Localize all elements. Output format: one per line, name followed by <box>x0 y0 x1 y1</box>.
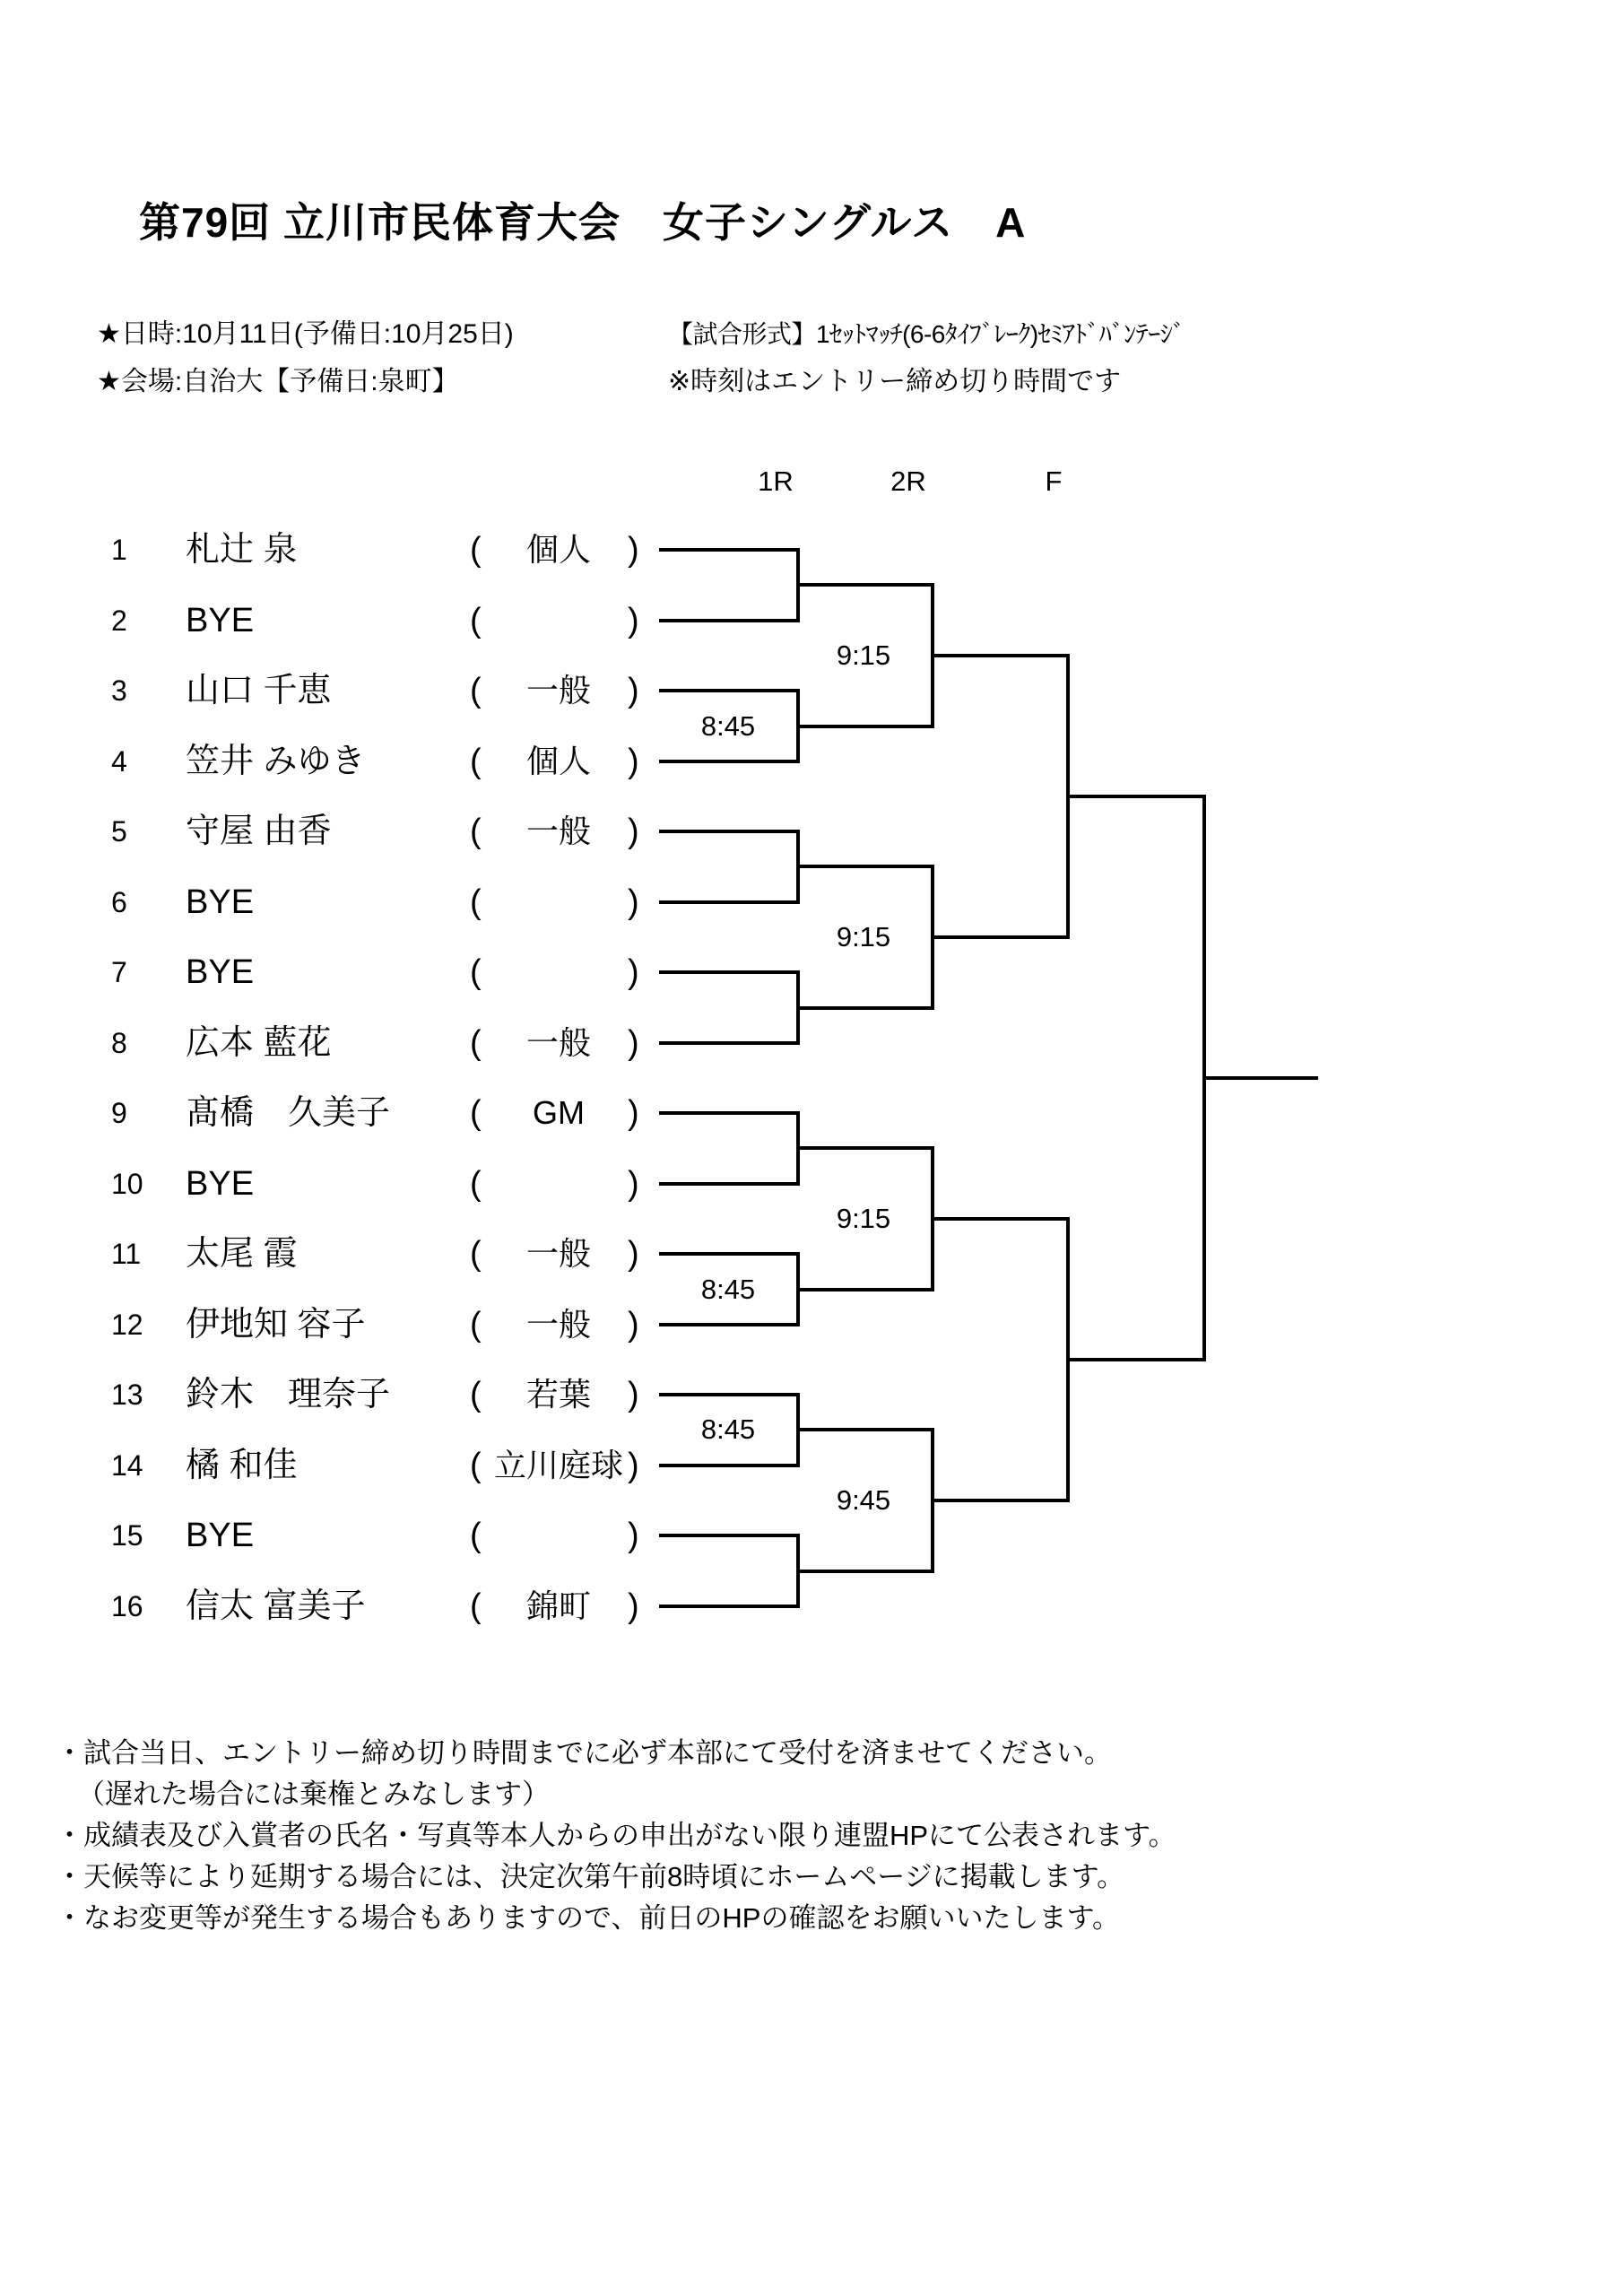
pair-9-10-lines <box>659 1113 798 1184</box>
seed-number: 12 <box>111 1309 143 1341</box>
bracket-entry-row <box>0 743 659 780</box>
match-time: 8:45 <box>700 1413 756 1445</box>
seed-number: 2 <box>111 604 127 637</box>
bracket-entry-row <box>0 1024 659 1062</box>
seed-number: 1 <box>111 534 127 566</box>
player-name: 太尾 霞 <box>186 1235 298 1273</box>
round-header-f: F <box>1045 465 1063 497</box>
date-info: ★日時:10月11日(予備日:10月25日) <box>97 319 514 349</box>
player-name: BYE <box>186 883 255 921</box>
club-name: 錦町 <box>525 1587 591 1624</box>
pair-7-8-lines <box>659 972 798 1043</box>
club-name: 若葉 <box>525 1376 591 1413</box>
match-time: 9:15 <box>836 639 891 671</box>
semifinal-top-lines <box>933 656 1068 937</box>
club-name: 一般 <box>525 1235 591 1272</box>
seed-number: 5 <box>111 815 127 848</box>
club-paren-open: ( <box>470 1447 482 1484</box>
club-name: GM <box>533 1094 585 1131</box>
bracket-entry-row <box>0 602 659 639</box>
club-paren-open: ( <box>470 531 482 569</box>
bracket-entry-row <box>0 1235 659 1273</box>
page-title: 第79回 立川市民体育大会 女子シングルス A <box>139 199 1027 246</box>
match-time: 8:45 <box>700 1274 756 1305</box>
note-line: ・なお変更等が発生する場合もありますので、前日のHPの確認をお願いいたします。 <box>56 1902 1120 1934</box>
club-paren-close: ) <box>628 1587 639 1625</box>
club-paren-close: ) <box>628 1235 639 1273</box>
club-paren-open: ( <box>470 1587 482 1625</box>
match-time: 9:15 <box>836 921 891 952</box>
bracket-entry-row <box>0 672 659 709</box>
club-paren-open: ( <box>470 602 482 639</box>
club-name: 立川庭球 <box>493 1447 623 1483</box>
club-paren-close: ) <box>628 672 639 709</box>
club-name: 一般 <box>525 672 591 709</box>
time-note-info: ※時刻はエントリー締め切り時間です <box>668 367 1122 396</box>
player-name: 札辻 泉 <box>186 531 298 569</box>
bracket-entry-row <box>0 1587 659 1625</box>
match-time: 9:45 <box>836 1484 891 1516</box>
player-name: 笠井 みゆき <box>186 743 366 780</box>
club-paren-close: ) <box>628 1024 639 1062</box>
seed-number: 4 <box>111 745 127 778</box>
round-header-1r: 1R <box>758 465 794 497</box>
note-line: （遅れた場合には棄権とみなします） <box>77 1779 550 1810</box>
seed-number: 10 <box>111 1168 143 1200</box>
club-paren-close: ) <box>628 1306 639 1344</box>
seed-number: 15 <box>111 1519 143 1552</box>
seed-number: 8 <box>111 1027 127 1059</box>
seed-number: 9 <box>111 1097 127 1129</box>
seed-number: 3 <box>111 674 127 707</box>
club-paren-open: ( <box>470 813 482 850</box>
club-paren-open: ( <box>470 1517 482 1554</box>
seed-number: 7 <box>111 956 127 988</box>
seed-number: 13 <box>111 1378 143 1411</box>
club-paren-close: ) <box>628 1376 639 1413</box>
player-name: BYE <box>186 1517 255 1554</box>
club-paren-open: ( <box>470 1024 482 1062</box>
club-name: 一般 <box>525 1024 591 1061</box>
club-paren-open: ( <box>470 1094 482 1132</box>
match-time: 9:15 <box>836 1203 891 1234</box>
player-name: BYE <box>186 1165 255 1203</box>
club-paren-close: ) <box>628 1094 639 1132</box>
bracket-entry-row <box>0 953 659 991</box>
club-name: 個人 <box>525 743 591 779</box>
semifinal-bottom-lines <box>933 1219 1068 1500</box>
pair-15-16-lines <box>659 1535 798 1606</box>
match-format-info: 【試合形式】1ｾｯﾄﾏｯﾁ(6-6ﾀｲﾌﾞﾚｰｸ)ｾﾐｱﾄﾞﾊﾞﾝﾃｰｼﾞ <box>668 320 1185 348</box>
club-paren-open: ( <box>470 1306 482 1344</box>
player-name: BYE <box>186 953 255 991</box>
note-line: ・試合当日、エントリー締め切り時間までに必ず本部にて受付を済ませてください。 <box>56 1737 1112 1769</box>
club-paren-close: ) <box>628 1447 639 1484</box>
bracket-entry-row <box>0 1517 659 1554</box>
club-paren-open: ( <box>470 672 482 709</box>
player-name: 鈴木 理奈子 <box>186 1376 391 1413</box>
note-line: ・天候等により延期する場合には、決定次第午前8時頃にホームページに掲載します。 <box>56 1861 1125 1892</box>
player-name: 髙橋 久美子 <box>186 1094 391 1132</box>
seed-number: 14 <box>111 1449 143 1482</box>
round-header-2r: 2R <box>890 465 926 497</box>
venue-info: ★会場:自治大【予備日:泉町】 <box>97 367 459 396</box>
seed-number: 11 <box>111 1238 142 1270</box>
bracket-entry-row <box>0 1165 659 1203</box>
club-paren-close: ) <box>628 531 639 569</box>
match-time: 8:45 <box>700 710 756 742</box>
player-name: 橘 和佳 <box>186 1447 298 1484</box>
club-paren-close: ) <box>628 1517 639 1554</box>
club-paren-open: ( <box>470 883 482 921</box>
club-paren-close: ) <box>628 1165 639 1203</box>
seed-number: 6 <box>111 886 127 918</box>
club-paren-open: ( <box>470 1235 482 1273</box>
player-name: 信太 富美子 <box>186 1587 366 1625</box>
pair-5-6-lines <box>659 831 798 902</box>
player-name: 山口 千恵 <box>186 672 332 709</box>
footer-notes <box>56 1733 1176 1939</box>
player-name: 伊地知 容子 <box>186 1306 366 1344</box>
bracket-entry-row <box>0 1447 659 1484</box>
player-name: BYE <box>186 602 255 639</box>
bracket-entry-row <box>0 1376 659 1413</box>
seed-number: 16 <box>111 1590 143 1622</box>
bracket-entry-row <box>0 531 659 569</box>
club-paren-close: ) <box>628 743 639 780</box>
club-paren-close: ) <box>628 813 639 850</box>
club-paren-close: ) <box>628 953 639 991</box>
bracket-entry-row <box>0 1306 659 1344</box>
club-paren-close: ) <box>628 602 639 639</box>
club-name: 一般 <box>525 1306 591 1343</box>
club-paren-open: ( <box>470 1165 482 1203</box>
club-name: 一般 <box>525 813 591 849</box>
player-name: 広本 藍花 <box>186 1024 332 1062</box>
pair-1-2-lines <box>659 550 798 621</box>
bracket-entry-row <box>0 883 659 921</box>
club-paren-open: ( <box>470 1376 482 1413</box>
club-paren-open: ( <box>470 743 482 780</box>
club-paren-close: ) <box>628 883 639 921</box>
club-name: 個人 <box>525 531 591 568</box>
club-paren-open: ( <box>470 953 482 991</box>
bracket-entry-row <box>0 813 659 850</box>
note-line: ・成績表及び入賞者の氏名・写真等本人からの申出がない限り連盟HPにて公表されます。 <box>56 1820 1176 1851</box>
player-name: 守屋 由香 <box>186 813 332 850</box>
final-connector-lines <box>1068 796 1204 1360</box>
bracket-entry-row <box>0 1094 659 1132</box>
